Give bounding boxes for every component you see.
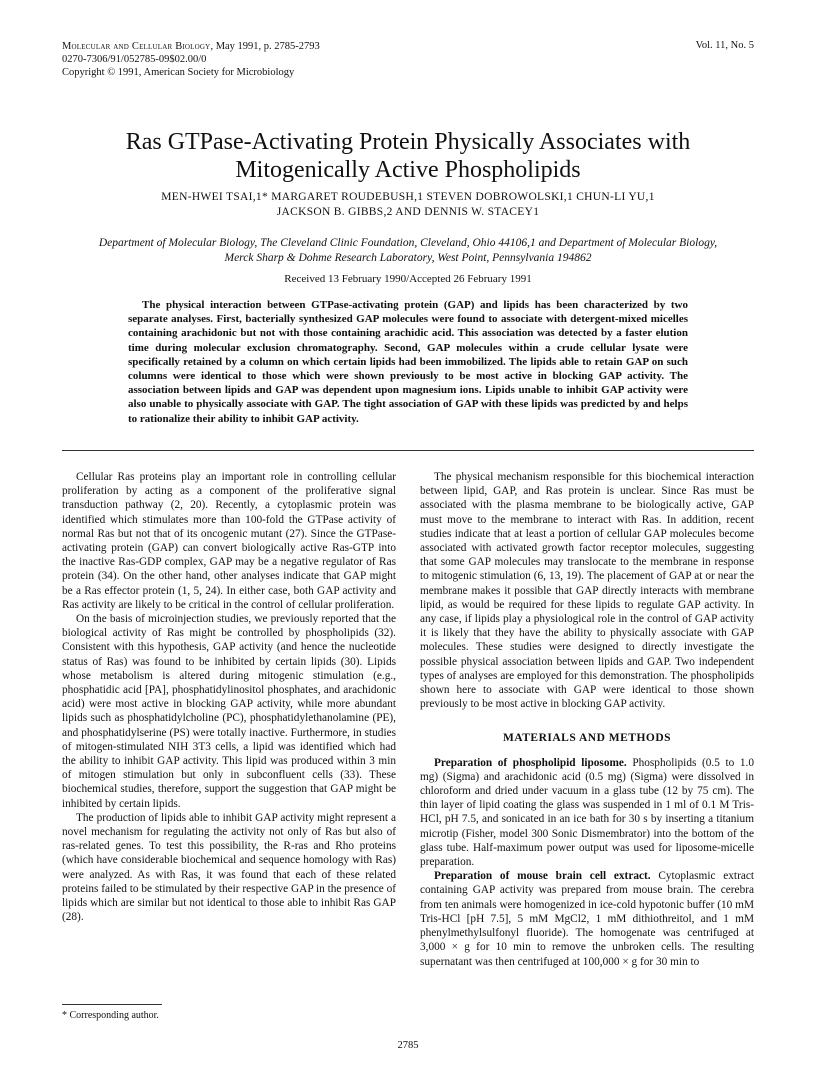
citation: , May 1991, p. 2785-2793 <box>210 41 320 52</box>
abstract-divider <box>62 450 754 451</box>
received-dates: Received 13 February 1990/Accepted 26 February 1991 <box>284 273 532 285</box>
paragraph: On the basis of microinjection studies, we previously reported that the biological activity of Ras might be controlled by phospholipids (32). Consistent with this hypothesis, GAP activity (and hence the nucleotide status of Ras) was found to be inhibited by certain lipids (30). Lipids whose metabolism is altered during mitogenic stimulation (e.g., phosphatidic acid [PA], phosphatidylinositol phosphates, and arachidonic acid) were most active in blocking GAP activity, while more abundant lipids such as phosphatidylcholine (PC), phosphatidylethanolamine (PE), and phosphatidylserine (PS) were totally inactive. Furthermore, in studies of mitogen-stimulated NIH 3T3 cells, a lipid was identified which had the ability to inhibit GAP activity. This lipid was produced within 3 min of mitogen stimulation but only in subconfluent cells (33). These biochemical studies, therefore, support the suggestion that GAP might be inhibited by certain lipids. <box>62 613 396 810</box>
page-number: 2785 <box>397 1040 419 1051</box>
paragraph <box>420 869 754 968</box>
abstract: The physical interaction between GTPase-activating protein (GAP) and lipids has been characterized by two separate analyses. First, bacterially synthesized GAP molecules were found to associate with detergent-mixed micelles containing arachidonic but not with those containing arachidic acid. This association was detected by a faster elution time during molecular exclusion chromatography. Second, GAP molecules within a crude cellular lysate were specifically retained by a column on which certain lipids had been immobilized. The lipids able to retain GAP on such columns were identical to those which were shown previously to be most active in blocking GAP activity. The association between lipids and GAP was dependent upon magnesium ions. Lipids unable to inhibit GAP activity were also unable to physically associate with GAP. The tight association of GAP with these lipids was predicted by and helps to rationalize their ability to inhibit GAP activity. <box>128 299 688 425</box>
paragraph-body: Cytoplasmic extract containing GAP activity was prepared from mouse brain. The cerebra from ten animals were homogenized in ice-cold hypotonic buffer (10 mM Tris-HCl [pH 7.5], 5 mM MgCl2, 1 mM dithiothreitol, and 1 mM phenylmethylsulfonyl fluoride). The homogenate was centrifuged at 3,000 × g for 10 min to remove the unbroken cells. The resulting supernatant was then centrifuged at 100,000 × g for 30 min to <box>420 870 754 968</box>
running-header <box>62 40 320 79</box>
author-line-1: MEN-HWEI TSAI,1* MARGARET ROUDEBUSH,1 STEVEN DOBROWOLSKI,1 CHUN-LI YU,1 <box>161 191 655 203</box>
paragraph: Cellular Ras proteins play an important role in controlling cellular proliferation by acting as a component of the proliferative signal transduction pathway (2, 20). Recently, a cytoplasmic protein was identified which stimulates more than 100-fold the GTPase activity of normal Ras but not that of its oncogenic mutant (27). Since the GTPase-activating protein (GAP) can convert biologically active Ras-GTP into the inactive Ras-GDP complex, GAP may be a negative regulator of Ras protein (34). On the other hand, other analyses indicate that GAP might be a Ras effector protein (1, 5, 24). In either case, both GAP activity and Ras activity are likely to be critical in the control of cellular proliferation. <box>62 471 396 611</box>
article-title: Ras GTPase-Activating Protein Physically Associates with Mitogenically Active Phospholipids <box>125 129 691 183</box>
footnote-divider <box>62 1004 162 1005</box>
volume-issue: Vol. 11, No. 5 <box>695 40 754 51</box>
right-column <box>420 470 754 969</box>
paragraph-body: Phospholipids (0.5 to 1.0 mg) (Sigma) and arachidonic acid (0.5 mg) (Sigma) were dissolved in chloroform and dried under vacuum in a glass tube (12 by 75 cm). The thin layer of lipid coating the glass was suspended in 1 ml of 0.1 M Tris-HCl, pH 7.5, and sonicated in an ice bath for 30 s by inserting a titanium microtip (Fisher, model 300 Sonic Dismembrator) into the bottom of the glass tube. Half-maximum power output was used for liposome-micelle preparation. <box>420 756 754 869</box>
copyright-line: Copyright © 1991, American Society for Microbiology <box>62 67 295 78</box>
journal-name: Molecular and Cellular Biology <box>62 41 211 52</box>
paragraph <box>420 756 754 870</box>
footnote: * Corresponding author. <box>62 1010 159 1021</box>
paragraph: The production of lipids able to inhibit GAP activity might represent a novel mechanism for regulating the activity not only of Ras but also of ras-related genes. To test this possibility, the R-ras and Rho proteins (which have considerable biochemical and sequence homology with Ras) were analyzed. As with Ras, it was found that each of these related proteins failed to be stimulated by their respective GAP in the presence of lipids which are similar but not identical to those able to inhibit Ras GAP (28). <box>62 811 396 924</box>
affiliation: Department of Molecular Biology, The Cleveland Clinic Foundation, Cleveland, Ohio 44106,1 and Department of Molecular Biology, Merck Sharp & Dohme Research Laboratory, West Point, Pennsylvania 194862 <box>98 237 718 264</box>
author-list <box>62 190 754 220</box>
section-heading: MATERIALS AND METHODS <box>502 732 672 745</box>
issn-line: 0270-7306/91/052785-09$02.00/0 <box>62 54 207 65</box>
paragraph: The physical mechanism responsible for this biochemical interaction between lipid, GAP, and Ras protein is unclear. Since Ras must be associated with the plasma membrane to be biologically active, GAP must move to the membrane to interact with Ras. In addition, recent studies indicate that at least a portion of cellular GAP molecules become associated with activated growth factor receptor molecules, suggesting that some GAP molecules may translocate to the membrane in response to mitogenic stimulation (6, 13, 19). The placement of GAP at or near the membrane makes it possible that GAP directly interacts with membrane lipid, as would be required for these lipids to regulate GAP activity. In any case, if lipids play a physiological role in the control of GAP activity it is likely that they have the ability to physically associate with GAP molecules. These studies were designed to directly investigate the possible physical association between lipids and GAP. Two independent types of analyses are employed for this demonstration. The phospholipids shown here to associate with GAP were identical to those shown previously to be most active in blocking GAP activity. <box>420 471 754 711</box>
left-column <box>62 470 396 925</box>
run-in-heading: Preparation of phospholipid liposome. <box>434 756 627 769</box>
run-in-heading: Preparation of mouse brain cell extract. <box>434 870 651 883</box>
author-line-2: JACKSON B. GIBBS,2 AND DENNIS W. STACEY1 <box>276 206 540 218</box>
